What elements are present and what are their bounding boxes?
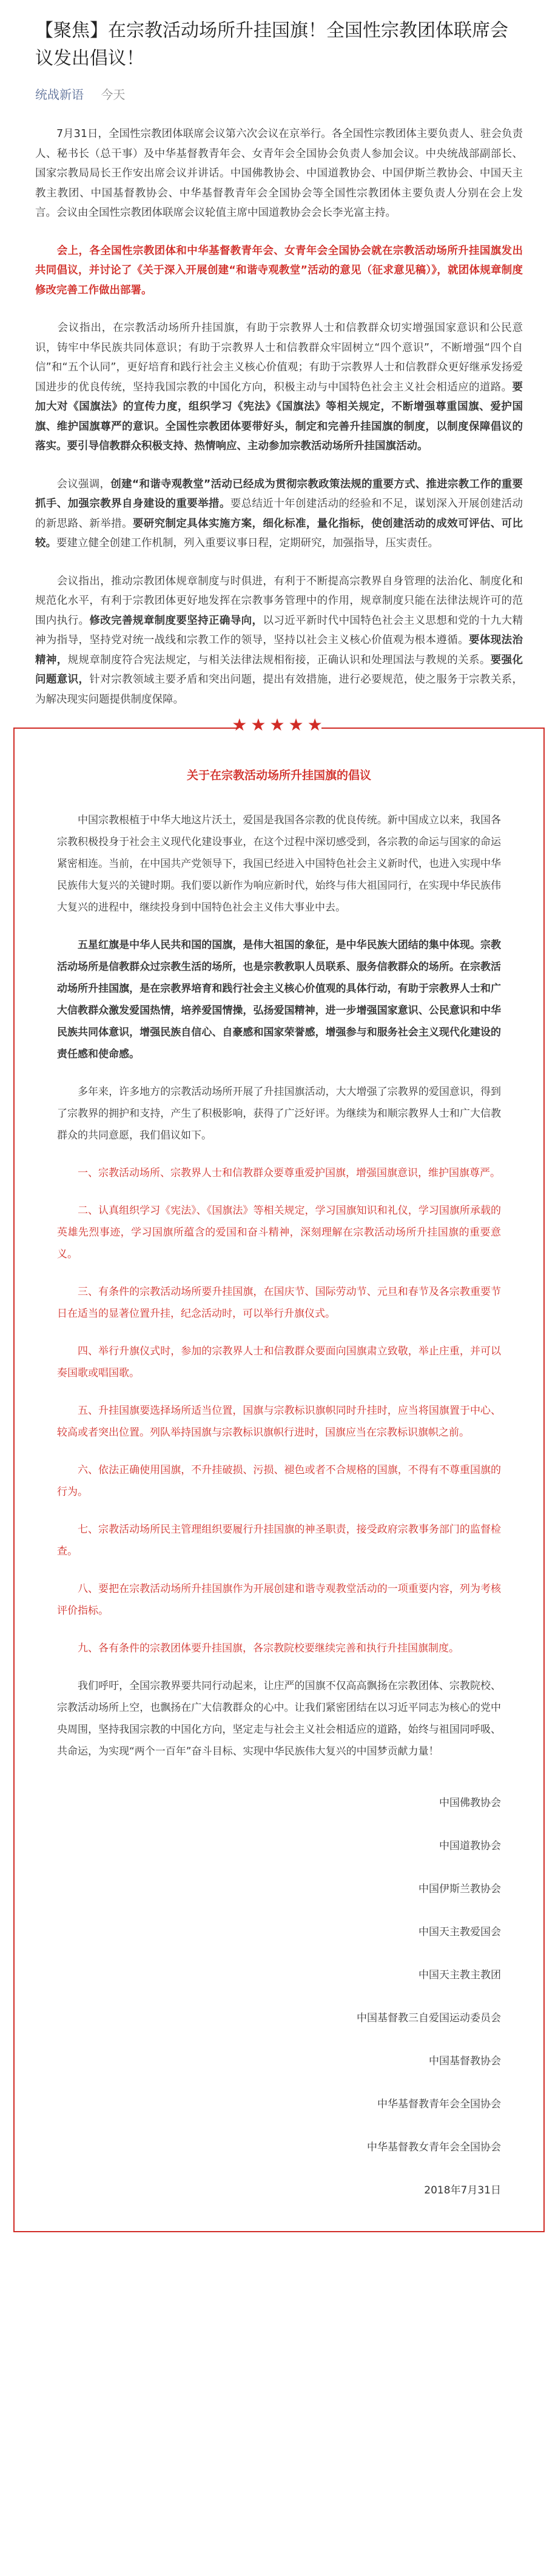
paragraph-text: 会议强调， xyxy=(35,478,111,490)
signatory-organization: 中国基督教协会 xyxy=(429,2055,501,2067)
proposal-item: 一、宗教活动场所、宗教界人士和信教群众要尊重爱护国旗，增强国旗意识，维护国旗尊严。 xyxy=(78,1167,500,1179)
paragraph-text: 要强化问题意识， xyxy=(35,654,523,686)
proposal-item: 五、升挂国旗要选择场所适当位置，国旗与宗教标识旗帜同时升挂时，应当将国旗置于中心、较高或者突出位置。列队举持国旗与宗教标识旗帜行进时，国旗应当在宗教标识旗帜之前。 xyxy=(57,1405,501,1439)
body-paragraph xyxy=(35,241,523,301)
article-title: 【聚焦】在宗教活动场所升挂国旗！全国性宗教团体联席会议发出倡议！ xyxy=(35,20,508,69)
body-paragraph xyxy=(35,318,523,457)
body-paragraph xyxy=(35,124,523,223)
stars-ornament-icon: ★★★★★ xyxy=(232,715,326,735)
signatory-organization: 中国伊斯兰教协会 xyxy=(419,1883,501,1895)
paragraph-text: 以习近平新时代中国特色社会主义思想和党的十九大精神为指导，坚持党对统一战线和宗教工作的领导，坚持以社会主义核心价值观为根本遵循。 xyxy=(35,614,523,646)
signatory-organization: 中国基督教三自爱国运动委员会 xyxy=(357,2012,501,2024)
proposal-item: 七、宗教活动场所民主管理组织要履行升挂国旗的神圣职责，接受政府宗教事务部门的监督检查。 xyxy=(57,1524,501,1557)
paragraph-text: 7月31日，全国性宗教团体联席会议第六次会议在京举行。各全国性宗教团体主要负责人、驻会负责人、秘书长（总干事）及中华基督教青年会、女青年会全国协会负责人参加会议。中央统战部副部长、国家宗教局局长王作安出席会议并讲话。中国佛教协会、中国道教协会、中国伊斯兰教协会、中国天主教主教团、中国基督教协会、中华基督教青年会全国协会等全国性宗教团体主要负责人分别在会上发言。会议由全国性宗教团体联席会议轮值主席中国道教协会会长李光富主持。 xyxy=(35,128,523,219)
proposal-item: 九、各有条件的宗教团体要升挂国旗，各宗教院校要继续完善和执行升挂国旗制度。 xyxy=(78,1642,459,1654)
paragraph-text: 规规章制度符合宪法规定，与相关法律法规相衔接，正确认识和处理国法与教规的关系。 xyxy=(67,654,491,666)
publish-date: 今天 xyxy=(101,87,126,102)
signatory-organization: 中国天主教主教团 xyxy=(419,1969,501,1981)
paragraph-text: 创建“和谐寺观教堂”活动已经成为贯彻宗教政策法规的重要方式、推进宗教工作的重要抓手、加强宗教界自身建设的重要举措。 xyxy=(35,478,523,510)
signatory-organization: 中国道教协会 xyxy=(439,1840,501,1852)
letter-title: 关于在宗教活动场所升挂国旗的倡议 xyxy=(186,769,371,782)
signatory-organization: 中国佛教协会 xyxy=(439,1797,501,1809)
letter-paragraph: 中国宗教根植于中华大地这片沃土，爱国是我国各宗教的优良传统。新中国成立以来，我国各宗教积极投身于社会主义现代化建设事业，在这个过程中深切感受到，各宗教的命运与国家的命运紧密相连。当前，在中国共产党领导下，我国已经进入中国特色社会主义新时代，也进入实现中华民族伟大复兴的关键时期。我们要以新作为响应新时代，始终与伟大祖国同行，在实现中华民族伟大复兴的进程中，继续投身到中国特色社会主义伟大事业中去。 xyxy=(57,814,501,914)
frame-top-line-right xyxy=(321,728,543,729)
paragraph-text: 会议指出，在宗教活动场所升挂国旗，有助于宗教界人士和信教群众切实增强国家意识和公民意识，铸牢中华民族共同体意识；有助于宗教界人士和信教群众牢固树立“四个意识”，不断增强“四个自信”和“五个认同”，更好培育和践行社会主义核心价值观；有助于宗教界人士和信教群众更好继承发扬爱国进步的优良传统，坚持我国宗教的中国化方向，积极主动与中国特色社会主义社会相适应的道路。 xyxy=(35,322,523,393)
proposal-item: 三、有条件的宗教活动场所要升挂国旗，在国庆节、国际劳动节、元旦和春节及各宗教重要节日在适当的显著位置升挂，纪念活动时，可以举行升旗仪式。 xyxy=(57,1286,501,1320)
proposal-letter-frame xyxy=(13,715,545,2232)
paragraph-text: 要研究制定具体实施方案，细化标准，量化指标，使创建活动的成效可评估、可比较。 xyxy=(35,517,523,549)
body-paragraph xyxy=(35,475,523,554)
signature-block xyxy=(57,1796,501,2197)
paragraph-text: 修改完善规章制度要坚持正确导向， xyxy=(89,614,263,627)
paragraph-text: 要总结近十年创建活动的经验和不足，谋划深入开展创建活动的新思路、新举措。 xyxy=(35,498,523,530)
letter-paragraph: 我们呼吁，全国宗教界要共同行动起来，让庄严的国旗不仅高高飘扬在宗教团体、宗教院校、宗教活动场所上空，也飘扬在广大信教群众的心中。让我们紧密团结在以习近平同志为核心的党中央周围，坚持我国宗教的中国化方向，坚定走与社会主义社会相适应的道路，始终与祖国同呼吸、共命运，为实现“两个一百年”奋斗目标、实现中华民族伟大复兴的中国梦贡献力量！ xyxy=(57,1680,501,1758)
body-paragraph xyxy=(35,572,523,710)
letter-paragraph: 多年来，许多地方的宗教活动场所开展了升挂国旗活动，大大增强了宗教界的爱国意识，得到了宗教界的拥护和支持，产生了积极影响，获得了广泛好评。为继续为和顺宗教界人士和广大信教群众的共同意愿，我们倡议如下。 xyxy=(57,1086,501,1142)
proposal-item: 二、认真组织学习《宪法》、《国旗法》等相关规定，学习国旗知识和礼仪，学习国旗所承载的英雄先烈事迹，学习国旗所蕴含的爱国和奋斗精神，深刻理解在宗教活动场所升挂国旗的重要意义。 xyxy=(57,1205,501,1260)
letter-date: 2018年7月31日 xyxy=(424,2184,501,2196)
paragraph-text: 要加大对《国旗法》的宣传力度，组织学习《宪法》《国旗法》等相关规定，不断增强尊重国旗、爱护国旗、维护国旗尊严的意识。全国性宗教团体要带好头，制定和完善升挂国旗的制度，以制度保障倡议的落实。要引导信教群众积极支持、热情响应、主动参加宗教活动场所升挂国旗活动。 xyxy=(35,381,523,452)
article-meta xyxy=(35,85,523,102)
signatory-organization: 中华基督教女青年会全国协会 xyxy=(367,2141,501,2153)
proposal-item: 四、举行升旗仪式时，参加的宗教界人士和信教群众要面向国旗肃立致敬，举止庄重，并可以奏国歌或唱国歌。 xyxy=(57,1345,501,1379)
letter-paragraph: 五星红旗是中华人民共和国的国旗，是伟大祖国的象征，是中华民族大团结的集中体现。宗教活动场所是信教群众过宗教生活的场所，也是宗教教职人员联系、服务信教群众的场所。在宗教活动场所升挂国旗，是在宗教界培育和践行社会主义核心价值观的具体行动，有助于宗教界人士和广大信教群众激发爱国热情，培养爱国情操，弘扬爱国精神，进一步增强国家意识、公民意识和中华民族共同体意识，增强民族自信心、自豪感和国家荣誉感，增强参与和服务社会主义现代化建设的责任感和使命感。 xyxy=(57,939,501,1060)
proposal-item: 六、依法正确使用国旗，不升挂破损、污损、褪色或者不合规格的国旗，不得有不尊重国旗的行为。 xyxy=(57,1464,501,1498)
proposal-item: 八、要把在宗教活动场所升挂国旗作为开展创建和谐寺观教堂活动的一项重要内容，列为考核评价指标。 xyxy=(57,1583,501,1617)
letter-body xyxy=(57,809,501,1762)
frame-top-line-left xyxy=(15,728,237,729)
paragraph-text: 针对宗教领域主要矛盾和突出问题，提出有效措施，进行必要规范，使之服务于宗教关系，为解决现实问题提供制度保障。 xyxy=(35,674,523,706)
paragraph-text: 要建立健全创建工作机制，列入重要议事日程，定期研究，加强指导，压实责任。 xyxy=(56,537,439,549)
paragraph-text: 要体现法治精神， xyxy=(35,634,523,666)
signatory-organization: 中华基督教青年会全国协会 xyxy=(377,2098,501,2110)
paragraph-text: 会上，各全国性宗教团体和中华基督教青年会、女青年会全国协会就在宗教活动场所升挂国旗发出共同倡议，并讨论了《关于深入开展创建“和谐寺观教堂”活动的意见（征求意见稿）》，就团体规章制度修改完善工作做出部署。 xyxy=(35,244,523,296)
paragraph-text: 会议指出，推动宗教团体规章制度与时俱进，有利于不断提高宗教界自身管理的法治化、制度化和规范化水平，有利于宗教团体更好地发挥在宗教事务管理中的作用，规章制度只能在法律法规许可的范围内执行。 xyxy=(35,575,523,627)
signatory-organization: 中国天主教爱国会 xyxy=(419,1926,501,1938)
article-body xyxy=(35,124,523,709)
account-name-link[interactable]: 统战新语 xyxy=(35,87,84,102)
